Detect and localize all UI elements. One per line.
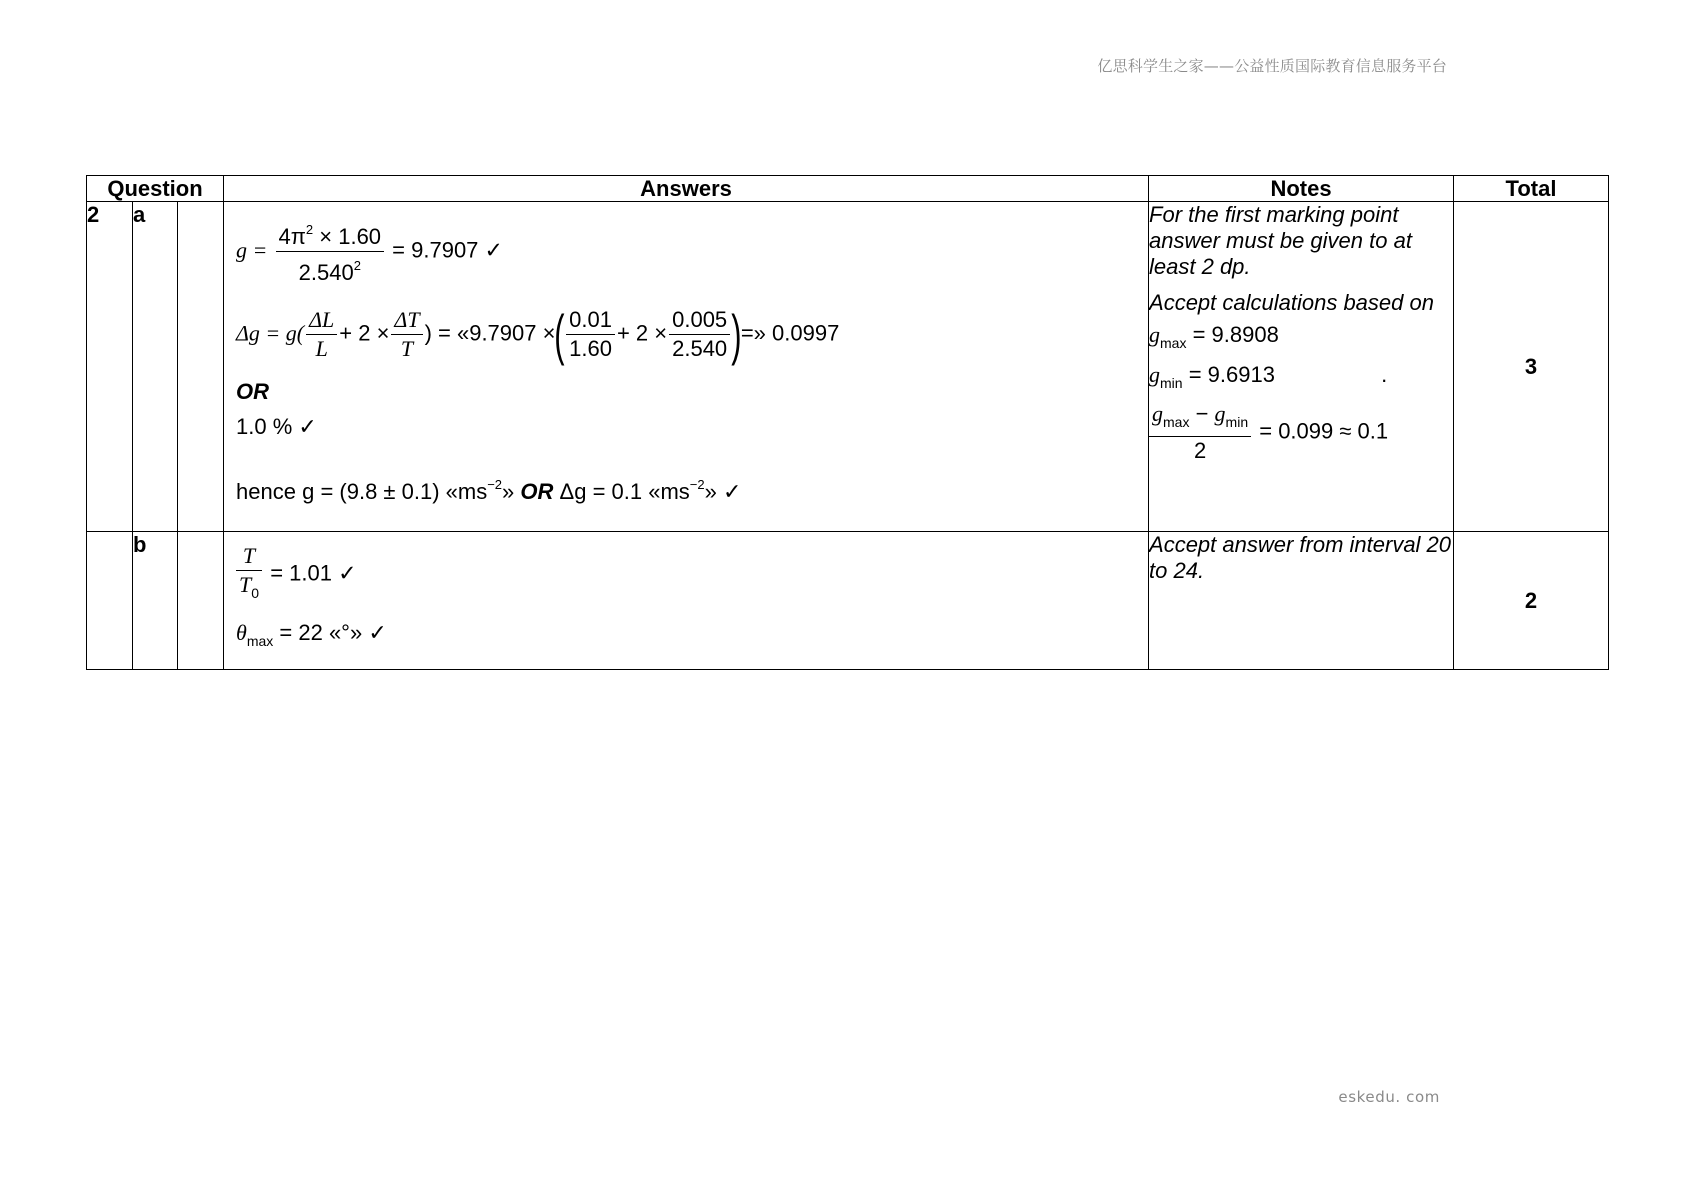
answers-cell [224,532,1149,670]
notes-cell [1149,532,1454,670]
delta-g-equation: Δg = g( $\frac{\Delta L}{L}$ + 2 × $\frac{\Delta T}{T}$ ) = «9.7907 ×( $\frac{0.01}{1.60}$ + 2 × $\frac{0.005}{2.540}$ )=» 0.0997 [236,302,840,366]
note-paragraph: For the first marking point answer must be given to at least 2 dp. [1149,202,1412,279]
markscheme-table [86,175,1609,670]
question-number [87,532,133,670]
percent-answer: 1.0 % ✓ [236,414,317,439]
table-row [87,532,1609,670]
checkmark-icon: ✓ [368,620,387,645]
checkmark-icon: ✓ [484,237,503,263]
total-cell: 2 [1454,532,1609,670]
gmax-line: $g_{max} = 9.8908$ [1149,322,1279,351]
header-row [87,176,1609,202]
question-header: Question [87,176,224,202]
notes-cell [1149,202,1454,532]
g-equation: g = $\frac{4\pi^2 \times 1.60}{2.540^2}$ = 9.7907 ✓ [236,216,503,287]
checkmark-icon: ✓ [338,560,357,586]
notes-header: Notes [1149,176,1454,202]
checkmark-icon: ✓ [723,479,742,504]
total-cell: 3 [1454,202,1609,532]
question-part: b [133,532,178,670]
header-watermark: 亿思科学生之家——公益性质国际教育信息服务平台 [1097,57,1447,75]
table-row [87,202,1609,532]
left-paren-icon: ( [554,302,565,366]
answers-header: Answers [224,176,1149,202]
question-subpart [178,532,224,670]
question-part: a [133,202,178,532]
note-paragraph: Accept answer from interval 20 to 24. [1149,532,1452,583]
ratio-equation: $\frac{T}{T_0}$ = 1.01 ✓ [236,542,357,607]
total-header: Total [1454,176,1609,202]
right-paren-icon: ) [731,302,742,366]
footer-watermark: eskedu. com [1338,1088,1440,1106]
question-number: 2 [87,202,133,532]
or-label: OR [236,379,270,404]
difference-line: $\frac{g_{max} - g_{min}}{2}$ = 0.099 ≈ 0.1 [1149,400,1453,465]
g-fraction: $\frac{4\pi^2 \times 1.60}{2.540^2}$ [276,216,385,287]
checkmark-icon: ✓ [298,414,317,439]
hence-answer: hence g = (9.8 ± 0.1) «$ms^{-2}$» OR Δg = 0.1 «$ms^{-2}$» ✓ [236,477,742,504]
answers-cell [224,202,1149,532]
theta-equation: $\theta_{max} = 22$ «°» ✓ [236,620,387,649]
gmin-line: $g_{min} = 9.6913$ . [1149,362,1388,391]
note-paragraph: Accept calculations based on [1149,290,1434,315]
question-subpart [178,202,224,532]
